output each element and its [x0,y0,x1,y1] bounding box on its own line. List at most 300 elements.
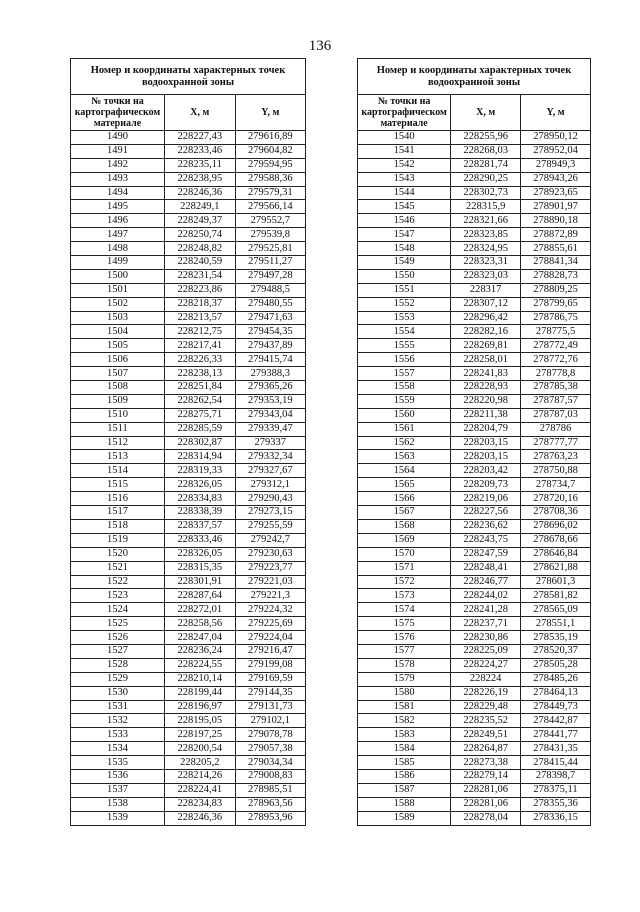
table-row [358,756,591,770]
point-number-cell: 1549 [358,256,451,270]
point-number-cell: 1537 [71,783,165,797]
y-coordinate-cell: 279102,1 [235,714,306,728]
table-row [71,797,306,811]
column-header-point: № точки на картографическом материале [71,95,165,131]
y-coordinate-cell: 279223,77 [235,561,306,575]
x-coordinate-cell: 228241,28 [451,603,521,617]
table-row [358,575,591,589]
y-coordinate-cell: 278678,66 [521,533,591,547]
y-coordinate-cell: 279078,78 [235,728,306,742]
table-row [71,450,306,464]
table-row [71,672,306,686]
table-row [71,506,306,520]
point-number-cell: 1491 [71,144,165,158]
x-coordinate-cell: 228290,25 [451,172,521,186]
y-coordinate-cell: 278551,1 [521,617,591,631]
y-coordinate-cell: 278720,16 [521,492,591,506]
table-row [71,603,306,617]
x-coordinate-cell: 228250,74 [165,228,236,242]
x-coordinate-cell: 228321,66 [451,214,521,228]
x-coordinate-cell: 228287,64 [165,589,236,603]
y-coordinate-cell: 278923,65 [521,186,591,200]
point-number-cell: 1560 [358,408,451,422]
point-number-cell: 1503 [71,311,165,325]
x-coordinate-cell: 228333,46 [165,533,236,547]
x-coordinate-cell: 228205,2 [165,756,236,770]
y-coordinate-cell: 279579,31 [235,186,306,200]
point-number-cell: 1576 [358,631,451,645]
table-row [358,742,591,756]
y-coordinate-cell: 279539,8 [235,228,306,242]
y-coordinate-cell: 279365,26 [235,381,306,395]
point-number-cell: 1529 [71,672,165,686]
table-body-right [358,131,591,826]
y-coordinate-cell: 279594,95 [235,158,306,172]
table-row [358,325,591,339]
y-coordinate-cell: 278581,82 [521,589,591,603]
table-row [71,756,306,770]
table-row [71,422,306,436]
table-row [358,450,591,464]
table-row [71,714,306,728]
y-coordinate-cell: 279169,59 [235,672,306,686]
point-number-cell: 1497 [71,228,165,242]
point-number-cell: 1509 [71,394,165,408]
y-coordinate-cell: 278786,75 [521,311,591,325]
y-coordinate-cell: 279057,38 [235,742,306,756]
table-row [358,561,591,575]
x-coordinate-cell: 228226,19 [451,686,521,700]
y-coordinate-cell: 278785,38 [521,381,591,395]
y-coordinate-cell: 279230,63 [235,547,306,561]
y-coordinate-cell: 278375,11 [521,783,591,797]
y-coordinate-cell: 278890,18 [521,214,591,228]
y-coordinate-cell: 279221,03 [235,575,306,589]
point-number-cell: 1577 [358,644,451,658]
x-coordinate-cell: 228269,81 [451,339,521,353]
x-coordinate-cell: 228214,26 [165,769,236,783]
y-coordinate-cell: 279511,27 [235,256,306,270]
x-coordinate-cell: 228224,41 [165,783,236,797]
y-coordinate-cell: 279332,34 [235,450,306,464]
table-row [71,381,306,395]
y-coordinate-cell: 278963,56 [235,797,306,811]
y-coordinate-cell: 279034,34 [235,756,306,770]
point-number-cell: 1520 [71,547,165,561]
point-number-cell: 1588 [358,797,451,811]
y-coordinate-cell: 279480,55 [235,297,306,311]
point-number-cell: 1517 [71,506,165,520]
x-coordinate-cell: 228224 [451,672,521,686]
x-coordinate-cell: 228203,42 [451,464,521,478]
point-number-cell: 1582 [358,714,451,728]
x-coordinate-cell: 228225,09 [451,644,521,658]
table-row [71,131,306,145]
y-coordinate-cell: 278565,09 [521,603,591,617]
y-coordinate-cell: 278520,37 [521,644,591,658]
x-coordinate-cell: 228278,04 [451,811,521,825]
x-coordinate-cell: 228248,82 [165,242,236,256]
point-number-cell: 1536 [71,769,165,783]
table-row [358,533,591,547]
point-number-cell: 1532 [71,714,165,728]
x-coordinate-cell: 228220,98 [451,394,521,408]
table-row [71,547,306,561]
y-coordinate-cell: 278772,76 [521,353,591,367]
x-coordinate-cell: 228338,39 [165,506,236,520]
table-row [358,492,591,506]
y-coordinate-cell: 279221,3 [235,589,306,603]
point-number-cell: 1586 [358,769,451,783]
y-coordinate-cell: 278441,77 [521,728,591,742]
point-number-cell: 1550 [358,269,451,283]
point-number-cell: 1559 [358,394,451,408]
point-number-cell: 1522 [71,575,165,589]
point-number-cell: 1570 [358,547,451,561]
point-number-cell: 1563 [358,450,451,464]
point-number-cell: 1545 [358,200,451,214]
point-number-cell: 1574 [358,603,451,617]
table-row [358,422,591,436]
table-row [358,589,591,603]
table-row [358,242,591,256]
y-coordinate-cell: 279255,59 [235,519,306,533]
table-row [71,144,306,158]
x-coordinate-cell: 228317 [451,283,521,297]
y-coordinate-cell: 279312,1 [235,478,306,492]
point-number-cell: 1519 [71,533,165,547]
x-coordinate-cell: 228246,36 [165,186,236,200]
table-row [71,297,306,311]
y-coordinate-cell: 278872,89 [521,228,591,242]
table-row [71,811,306,825]
y-coordinate-cell: 278799,65 [521,297,591,311]
y-coordinate-cell: 278646,84 [521,547,591,561]
y-coordinate-cell: 278601,3 [521,575,591,589]
point-number-cell: 1573 [358,589,451,603]
y-coordinate-cell: 278449,73 [521,700,591,714]
table-row [71,742,306,756]
point-number-cell: 1492 [71,158,165,172]
x-coordinate-cell: 228268,03 [451,144,521,158]
point-number-cell: 1512 [71,436,165,450]
y-coordinate-cell: 278787,57 [521,394,591,408]
y-coordinate-cell: 279327,67 [235,464,306,478]
x-coordinate-cell: 228195,05 [165,714,236,728]
point-number-cell: 1515 [71,478,165,492]
x-coordinate-cell: 228218,37 [165,297,236,311]
point-number-cell: 1518 [71,519,165,533]
x-coordinate-cell: 228243,75 [451,533,521,547]
y-coordinate-cell: 279415,74 [235,353,306,367]
x-coordinate-cell: 228223,86 [165,283,236,297]
x-coordinate-cell: 228204,79 [451,422,521,436]
column-header-y: Y, м [235,95,306,131]
y-coordinate-cell: 279566,14 [235,200,306,214]
x-coordinate-cell: 228199,44 [165,686,236,700]
x-coordinate-cell: 228233,46 [165,144,236,158]
point-number-cell: 1506 [71,353,165,367]
table-row [358,519,591,533]
table-row [358,228,591,242]
table-row [358,672,591,686]
table-row [358,728,591,742]
table-row [358,769,591,783]
y-coordinate-cell: 278442,87 [521,714,591,728]
table-row [358,797,591,811]
x-coordinate-cell: 228302,73 [451,186,521,200]
point-number-cell: 1523 [71,589,165,603]
y-coordinate-cell: 278787,03 [521,408,591,422]
x-coordinate-cell: 228248,41 [451,561,521,575]
point-number-cell: 1495 [71,200,165,214]
table-row [71,783,306,797]
point-number-cell: 1496 [71,214,165,228]
x-coordinate-cell: 228246,77 [451,575,521,589]
point-number-cell: 1513 [71,450,165,464]
x-coordinate-cell: 228281,74 [451,158,521,172]
table-row [358,367,591,381]
y-coordinate-cell: 278855,61 [521,242,591,256]
point-number-cell: 1500 [71,269,165,283]
point-number-cell: 1534 [71,742,165,756]
point-number-cell: 1578 [358,658,451,672]
x-coordinate-cell: 228301,91 [165,575,236,589]
y-coordinate-cell: 278485,26 [521,672,591,686]
table-row [71,478,306,492]
table-row [358,617,591,631]
table-row [358,353,591,367]
y-coordinate-cell: 279290,43 [235,492,306,506]
table-group-header: Номер и координаты характерных точек водоохранной зоны [71,59,306,95]
x-coordinate-cell: 228224,27 [451,658,521,672]
table-row [358,506,591,520]
point-number-cell: 1514 [71,464,165,478]
table-row [358,311,591,325]
point-number-cell: 1507 [71,367,165,381]
table-row [71,728,306,742]
table-row [71,464,306,478]
table-row [71,644,306,658]
table-row [358,172,591,186]
table-row [71,769,306,783]
point-number-cell: 1538 [71,797,165,811]
point-number-cell: 1546 [358,214,451,228]
x-coordinate-cell: 228210,14 [165,672,236,686]
table-row [71,436,306,450]
table-row [358,700,591,714]
y-coordinate-cell: 279144,35 [235,686,306,700]
table-row [71,631,306,645]
point-number-cell: 1493 [71,172,165,186]
x-coordinate-cell: 228281,06 [451,797,521,811]
x-coordinate-cell: 228258,01 [451,353,521,367]
point-number-cell: 1553 [358,311,451,325]
point-number-cell: 1557 [358,367,451,381]
y-coordinate-cell: 278621,88 [521,561,591,575]
y-coordinate-cell: 279471,63 [235,311,306,325]
y-coordinate-cell: 279388,3 [235,367,306,381]
table-row [71,242,306,256]
table-row [71,367,306,381]
y-coordinate-cell: 279337 [235,436,306,450]
point-number-cell: 1564 [358,464,451,478]
y-coordinate-cell: 278943,26 [521,172,591,186]
y-coordinate-cell: 278809,25 [521,283,591,297]
point-number-cell: 1585 [358,756,451,770]
y-coordinate-cell: 278952,04 [521,144,591,158]
table-row [71,589,306,603]
table-row [71,269,306,283]
point-number-cell: 1580 [358,686,451,700]
table-row [358,339,591,353]
table-row [71,686,306,700]
y-coordinate-cell: 279497,28 [235,269,306,283]
y-coordinate-cell: 278949,3 [521,158,591,172]
y-coordinate-cell: 278415,44 [521,756,591,770]
point-number-cell: 1490 [71,131,165,145]
y-coordinate-cell: 278985,51 [235,783,306,797]
point-number-cell: 1579 [358,672,451,686]
table-row [71,186,306,200]
table-row [71,617,306,631]
point-number-cell: 1531 [71,700,165,714]
y-coordinate-cell: 279353,19 [235,394,306,408]
y-coordinate-cell: 279437,89 [235,339,306,353]
x-coordinate-cell: 228237,71 [451,617,521,631]
point-number-cell: 1572 [358,575,451,589]
point-number-cell: 1544 [358,186,451,200]
table-row [358,256,591,270]
y-coordinate-cell: 279199,08 [235,658,306,672]
point-number-cell: 1527 [71,644,165,658]
y-coordinate-cell: 279616,89 [235,131,306,145]
x-coordinate-cell: 228196,97 [165,700,236,714]
x-coordinate-cell: 228211,38 [451,408,521,422]
table-row [358,394,591,408]
y-coordinate-cell: 279224,04 [235,631,306,645]
x-coordinate-cell: 228224,55 [165,658,236,672]
point-number-cell: 1565 [358,478,451,492]
table-row [358,714,591,728]
y-coordinate-cell: 278734,7 [521,478,591,492]
point-number-cell: 1525 [71,617,165,631]
table-row [71,214,306,228]
y-coordinate-cell: 279131,73 [235,700,306,714]
x-coordinate-cell: 228227,56 [451,506,521,520]
x-coordinate-cell: 228213,57 [165,311,236,325]
x-coordinate-cell: 228234,83 [165,797,236,811]
table-row [358,186,591,200]
x-coordinate-cell: 228302,87 [165,436,236,450]
point-number-cell: 1581 [358,700,451,714]
point-number-cell: 1539 [71,811,165,825]
point-number-cell: 1530 [71,686,165,700]
x-coordinate-cell: 228240,59 [165,256,236,270]
x-coordinate-cell: 228236,24 [165,644,236,658]
point-number-cell: 1569 [358,533,451,547]
x-coordinate-cell: 228235,11 [165,158,236,172]
table-row [71,408,306,422]
x-coordinate-cell: 228227,43 [165,131,236,145]
table-row [71,339,306,353]
point-number-cell: 1528 [71,658,165,672]
table-row [71,311,306,325]
x-coordinate-cell: 228273,38 [451,756,521,770]
point-number-cell: 1551 [358,283,451,297]
table-row [358,200,591,214]
table-body-left [71,131,306,826]
table-row [71,519,306,533]
point-number-cell: 1524 [71,603,165,617]
point-number-cell: 1554 [358,325,451,339]
y-coordinate-cell: 278953,96 [235,811,306,825]
y-coordinate-cell: 278464,13 [521,686,591,700]
x-coordinate-cell: 228264,87 [451,742,521,756]
table-row [71,533,306,547]
table-row [71,325,306,339]
column-header-x: X, м [165,95,236,131]
x-coordinate-cell: 228334,83 [165,492,236,506]
point-number-cell: 1540 [358,131,451,145]
x-coordinate-cell: 228200,54 [165,742,236,756]
x-coordinate-cell: 228275,71 [165,408,236,422]
point-number-cell: 1499 [71,256,165,270]
point-number-cell: 1561 [358,422,451,436]
point-number-cell: 1504 [71,325,165,339]
x-coordinate-cell: 228212,75 [165,325,236,339]
x-coordinate-cell: 228315,35 [165,561,236,575]
point-number-cell: 1533 [71,728,165,742]
point-number-cell: 1547 [358,228,451,242]
point-number-cell: 1508 [71,381,165,395]
x-coordinate-cell: 228319,33 [165,464,236,478]
x-coordinate-cell: 228247,04 [165,631,236,645]
y-coordinate-cell: 279588,36 [235,172,306,186]
table-row [71,172,306,186]
x-coordinate-cell: 228296,42 [451,311,521,325]
x-coordinate-cell: 228249,37 [165,214,236,228]
table-row [358,631,591,645]
point-number-cell: 1542 [358,158,451,172]
x-coordinate-cell: 228255,96 [451,131,521,145]
x-coordinate-cell: 228235,52 [451,714,521,728]
table-row [358,297,591,311]
x-coordinate-cell: 228249,51 [451,728,521,742]
table-row [358,214,591,228]
y-coordinate-cell: 278431,35 [521,742,591,756]
point-number-cell: 1516 [71,492,165,506]
x-coordinate-cell: 228262,54 [165,394,236,408]
column-header-x: X, м [451,95,521,131]
table-row [358,381,591,395]
point-number-cell: 1587 [358,783,451,797]
x-coordinate-cell: 228314,94 [165,450,236,464]
table-row [71,658,306,672]
y-coordinate-cell: 279604,82 [235,144,306,158]
x-coordinate-cell: 228246,36 [165,811,236,825]
y-coordinate-cell: 278786 [521,422,591,436]
y-coordinate-cell: 278505,28 [521,658,591,672]
point-number-cell: 1575 [358,617,451,631]
table-group-header: Номер и координаты характерных точек водоохранной зоны [358,59,591,95]
point-number-cell: 1498 [71,242,165,256]
point-number-cell: 1567 [358,506,451,520]
point-number-cell: 1543 [358,172,451,186]
x-coordinate-cell: 228251,84 [165,381,236,395]
point-number-cell: 1526 [71,631,165,645]
y-coordinate-cell: 278828,73 [521,269,591,283]
